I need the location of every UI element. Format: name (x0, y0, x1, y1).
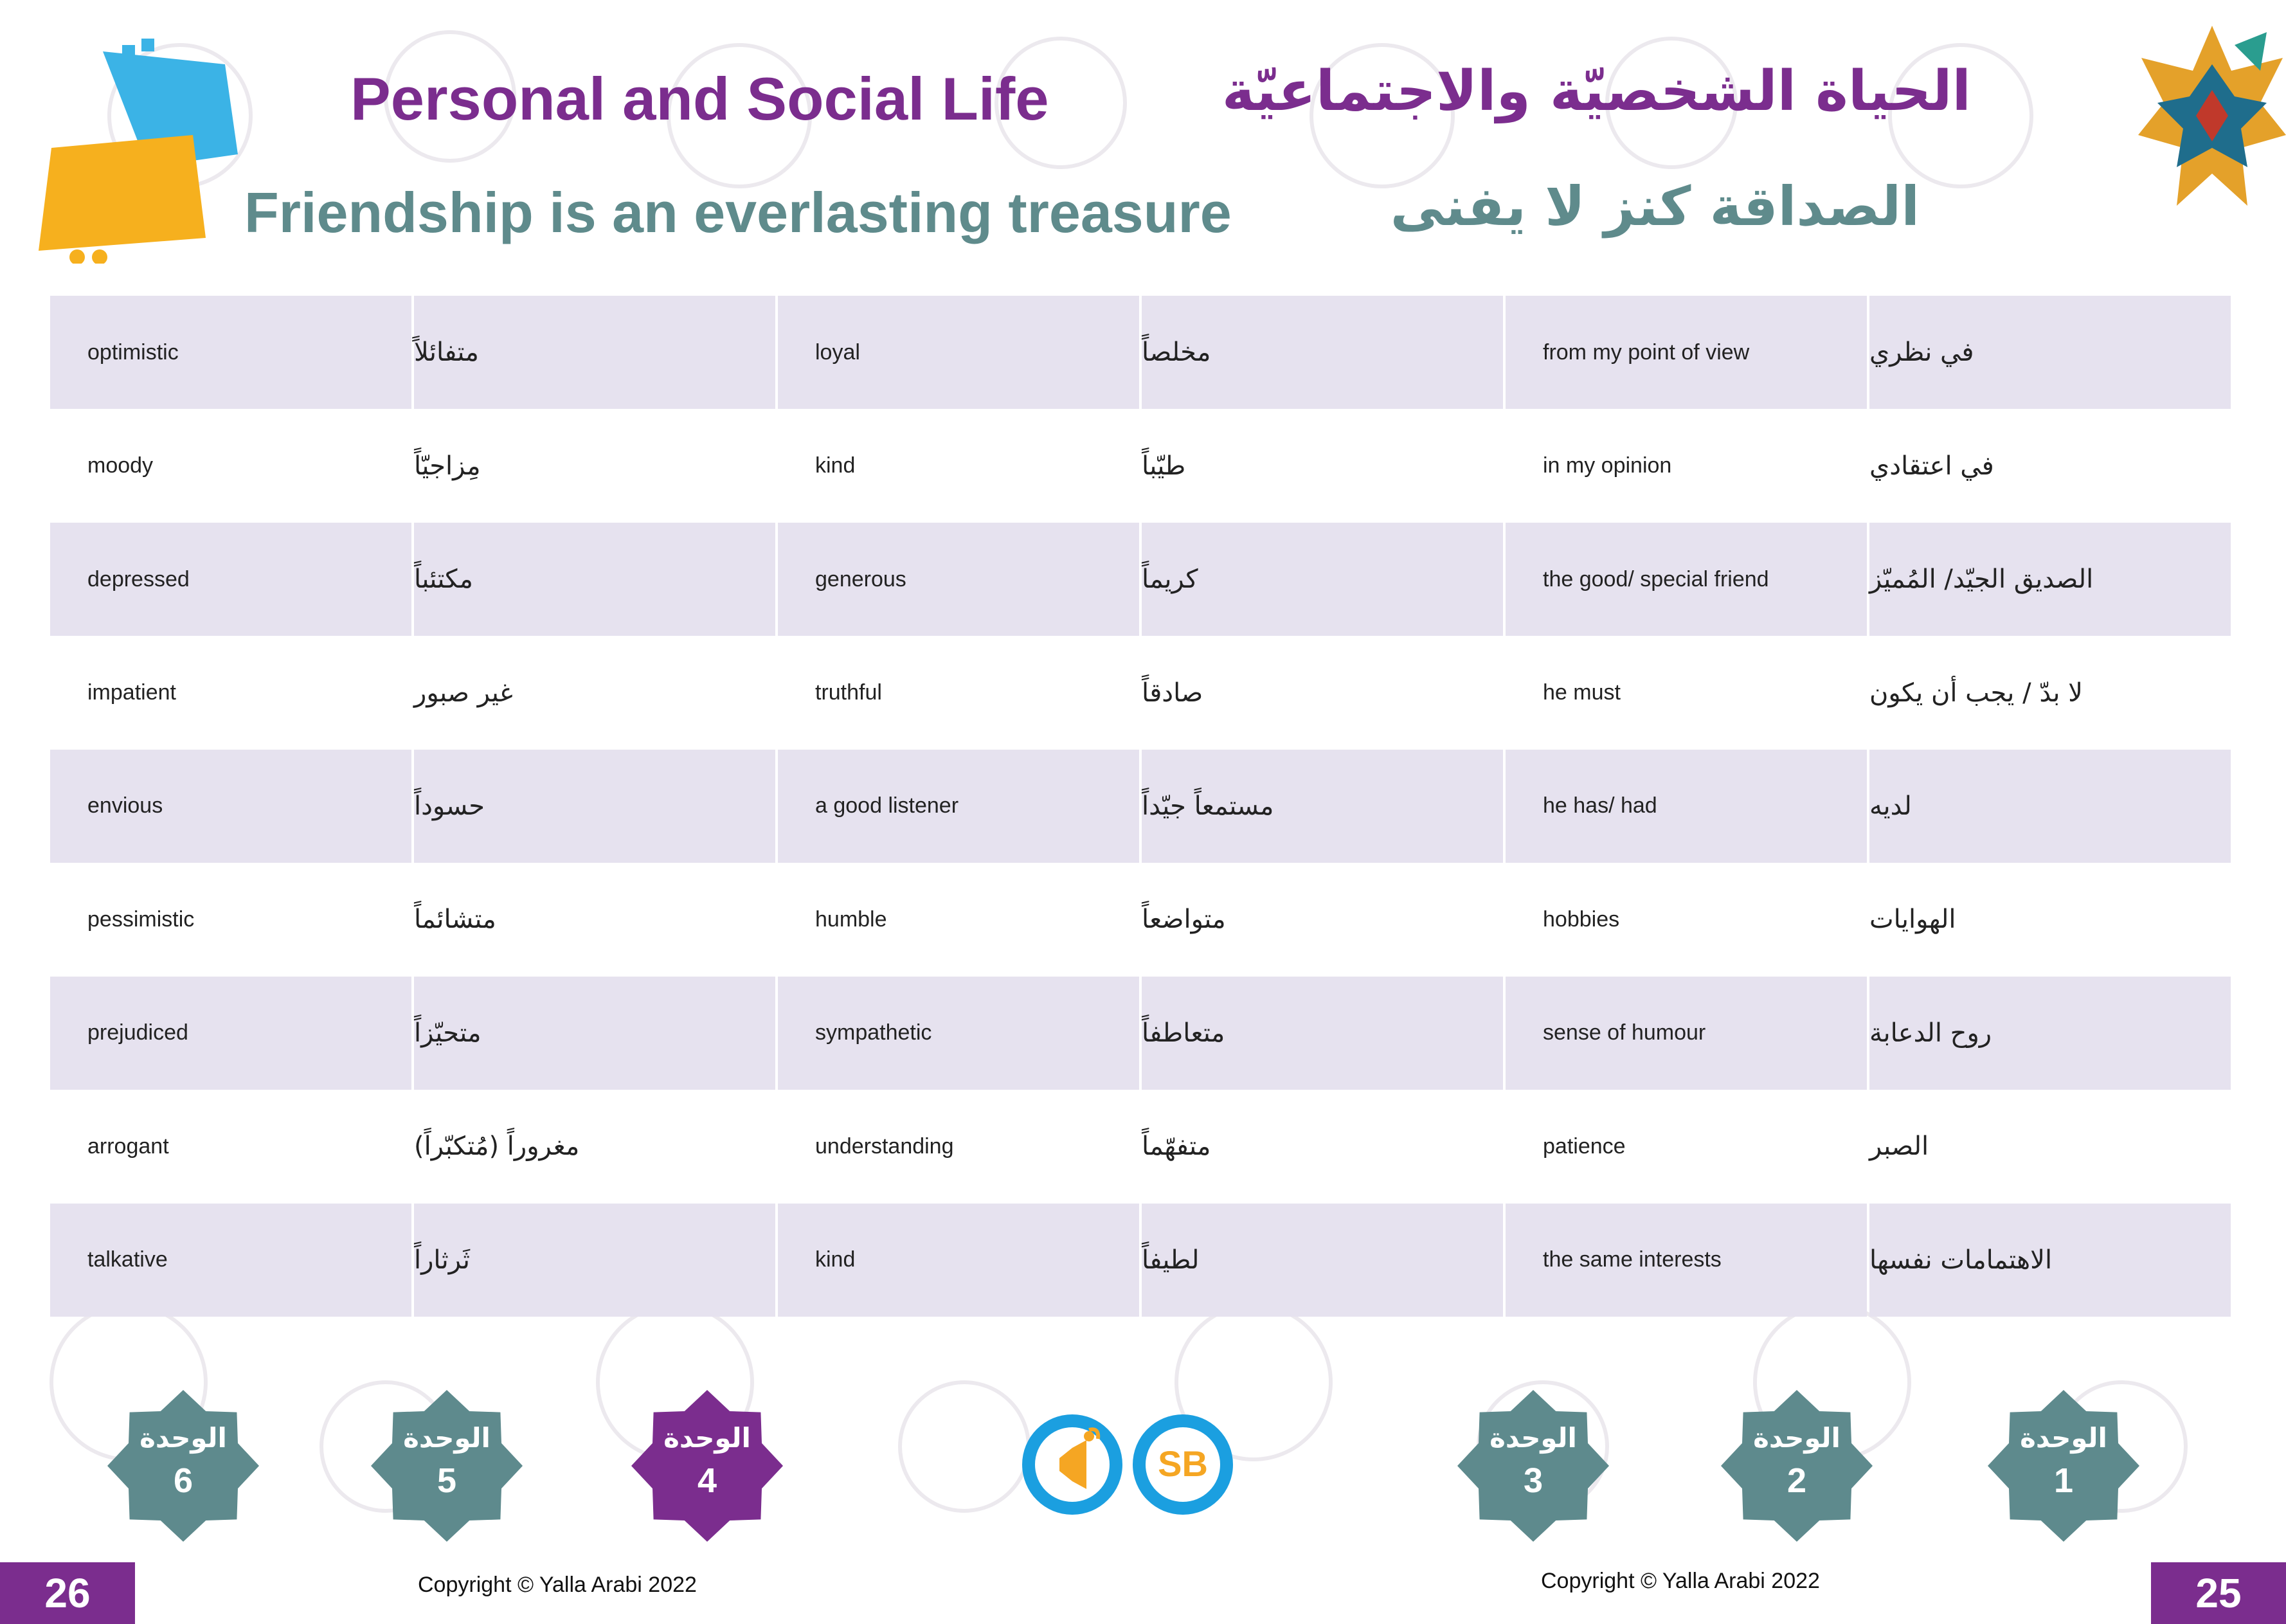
unit-label: الوحدة (1490, 1422, 1577, 1454)
vocab-arabic-cell: متفائلاً (414, 296, 775, 409)
vocab-english-cell: sense of humour (1506, 977, 1867, 1090)
vocab-english-cell: he must (1506, 636, 1867, 749)
page-subtitle-english: Friendship is an everlasting treasure (244, 181, 1232, 244)
mosaic-corner-ornament (2138, 19, 2286, 225)
unit-label: الوحدة (403, 1422, 491, 1454)
vocab-arabic-cell: مكتئباً (414, 523, 775, 636)
unit-4-button[interactable] (630, 1389, 784, 1543)
vocab-arabic-cell: متعاطفاً (1142, 977, 1503, 1090)
vocab-arabic-cell: متحيّزاً (414, 977, 775, 1090)
vocab-english-cell: arrogant (50, 1090, 411, 1203)
unit-1-button[interactable] (1986, 1389, 2141, 1543)
student-book-button[interactable] (1133, 1414, 1233, 1515)
vocab-arabic-cell: لا بدّ / يجب أن يكون (1869, 636, 2231, 749)
copyright-left: Copyright © Yalla Arabi 2022 (418, 1573, 697, 1597)
unit-3-button[interactable] (1456, 1389, 1610, 1543)
unit-2-button[interactable] (1720, 1389, 1874, 1543)
vocab-arabic-cell: متشائماً (414, 863, 775, 976)
vocab-arabic-cell: الهوايات (1869, 863, 2231, 976)
page-subtitle-arabic: الصداقة كنز لا يفنى (1390, 175, 1920, 238)
vocab-arabic-cell: غير صبور (414, 636, 775, 749)
vocab-english-cell: understanding (778, 1090, 1139, 1203)
vocab-english-cell: impatient (50, 636, 411, 749)
vocab-arabic-cell: مغروراً (مُتكبّراً) (414, 1090, 775, 1203)
vocab-arabic-cell: الصديق الجيّد/ المُميّز (1869, 523, 2231, 636)
yalla-arabi-logo (13, 26, 257, 264)
vocab-english-cell: a good listener (778, 750, 1139, 863)
vocab-arabic-cell: لديه (1869, 750, 2231, 863)
vocab-english-cell: loyal (778, 296, 1139, 409)
vocab-english-cell: sympathetic (778, 977, 1139, 1090)
vocab-arabic-cell: مستمعاً جيّداً (1142, 750, 1503, 863)
vocabulary-table (50, 296, 2231, 1317)
vocab-arabic-cell: طيّباً (1142, 409, 1503, 522)
vocab-english-cell: kind (778, 1204, 1139, 1317)
vocab-english-cell: moody (50, 409, 411, 522)
vocab-english-cell: generous (778, 523, 1139, 636)
vocab-english-cell: talkative (50, 1204, 411, 1317)
page-number-left: 26 (0, 1562, 135, 1624)
vocab-english-cell: humble (778, 863, 1139, 976)
vocab-english-cell: from my point of view (1506, 296, 1867, 409)
vocab-english-cell: truthful (778, 636, 1139, 749)
unit-label: الوحدة (140, 1422, 227, 1454)
unit-5-button[interactable] (370, 1389, 524, 1543)
vocab-english-cell: kind (778, 409, 1139, 522)
vocab-english-cell: optimistic (50, 296, 411, 409)
vocab-english-cell: patience (1506, 1090, 1867, 1203)
vocab-english-cell: prejudiced (50, 977, 411, 1090)
vocab-english-cell: depressed (50, 523, 411, 636)
unit-number: 1 (2053, 1461, 2074, 1500)
vocab-arabic-cell: الاهتمامات نفسها (1869, 1204, 2231, 1317)
sb-badge-icon (1133, 1414, 1233, 1515)
sb-label: SB (1158, 1443, 1208, 1484)
vocab-arabic-cell: صادقاً (1142, 636, 1503, 749)
unit-label: الوحدة (663, 1422, 751, 1454)
page-number-right: 25 (2151, 1562, 2286, 1624)
page-title-english: Personal and Social Life (350, 65, 1049, 132)
vocab-arabic-cell: مِزاجيّاً (414, 409, 775, 522)
vocab-arabic-cell: مخلصاً (1142, 296, 1503, 409)
vocab-arabic-cell: في اعتقادي (1869, 409, 2231, 522)
vocab-arabic-cell: الصبر (1869, 1090, 2231, 1203)
vocab-arabic-cell: متفهّماً (1142, 1090, 1503, 1203)
vocab-arabic-cell: حسوداً (414, 750, 775, 863)
vocab-arabic-cell: متواضعاً (1142, 863, 1503, 976)
audio-speaker-icon (1022, 1414, 1122, 1515)
unit-number: 3 (1523, 1461, 1544, 1500)
vocab-arabic-cell: روح الدعابة (1869, 977, 2231, 1090)
vocab-arabic-cell: لطيفاً (1142, 1204, 1503, 1317)
vocab-arabic-cell: في نظري (1869, 296, 2231, 409)
unit-number: 6 (173, 1461, 194, 1500)
unit-number: 4 (697, 1461, 717, 1500)
vocab-english-cell: he has/ had (1506, 750, 1867, 863)
copyright-right: Copyright © Yalla Arabi 2022 (1541, 1569, 1820, 1593)
vocab-arabic-cell: كريماً (1142, 523, 1503, 636)
page-title-arabic: الحياة الشخصيّة والاجتماعيّة (1221, 59, 1971, 123)
audio-button[interactable] (1022, 1414, 1122, 1515)
unit-6-button[interactable] (106, 1389, 260, 1543)
vocab-english-cell: the good/ special friend (1506, 523, 1867, 636)
vocab-english-cell: pessimistic (50, 863, 411, 976)
unit-number: 5 (437, 1461, 457, 1500)
vocab-english-cell: in my opinion (1506, 409, 1867, 522)
vocab-english-cell: hobbies (1506, 863, 1867, 976)
unit-label: الوحدة (2020, 1422, 2107, 1454)
unit-number: 2 (1787, 1461, 1807, 1500)
vocab-english-cell: envious (50, 750, 411, 863)
vocab-arabic-cell: ثَرثاراً (414, 1204, 775, 1317)
unit-label: الوحدة (1753, 1422, 1841, 1454)
vocab-english-cell: the same interests (1506, 1204, 1867, 1317)
